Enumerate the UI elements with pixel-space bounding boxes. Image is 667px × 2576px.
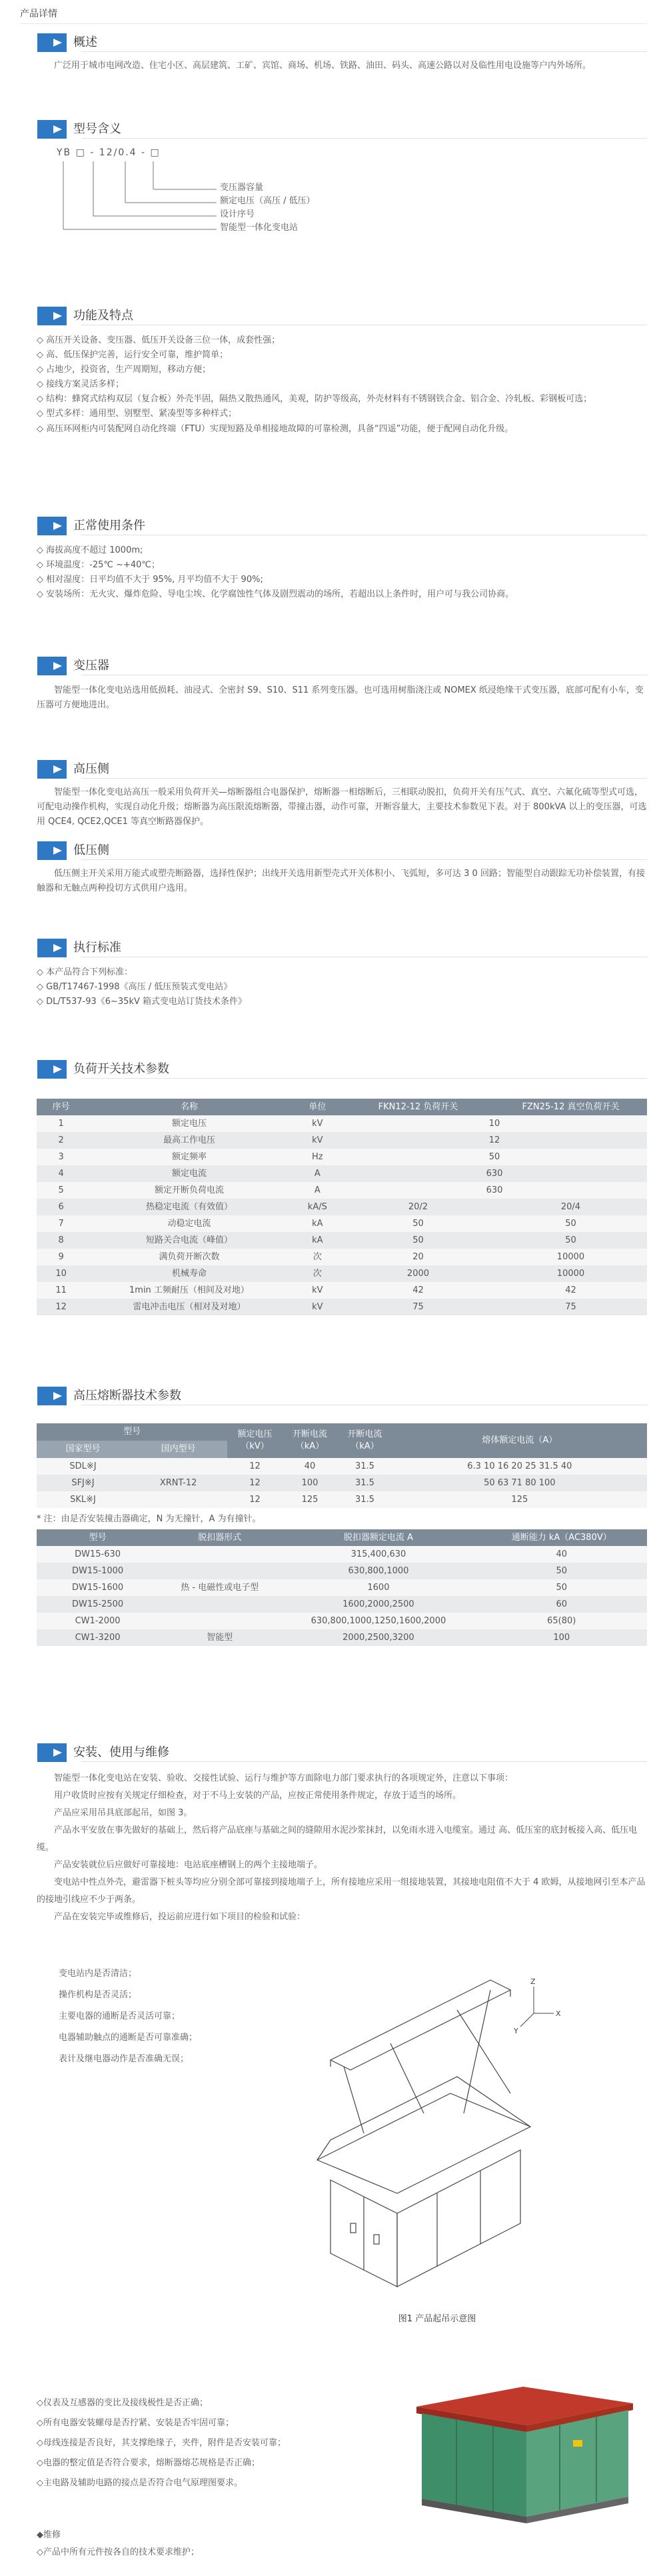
list-item: ◇ 高、低压保护完善，运行安全可靠，维护简单； (37, 350, 229, 361)
table-cell: 31.5 (337, 1458, 392, 1475)
table-row (37, 1299, 647, 1315)
table-cell: 1600 (281, 1579, 476, 1596)
paragraph: 变电站中性点外壳，避雷器下桩头等均应分别全部可靠接到接地端子上，所有接地应采用一组接地装置，其接地电阻值不大于 4 欧姆，从接地网引至本产品的接地引线应不少于两条。 (37, 1877, 646, 1905)
paragraph: 产品水平安放在事先做好的基础上，然后将产品底座与基础之间的缝隙用水泥沙浆抹封，以免雨水进入电缆室。通过 高、低压室的底封板接入高、低压电缆。 (37, 1825, 638, 1853)
table-cell: Hz (293, 1149, 342, 1165)
list-item: ◇ 高压开关设备、变压器、低压开关设备三位一体，成套性强； (37, 335, 281, 345)
table-cell (129, 1491, 227, 1508)
table-cell: 2 (37, 1132, 85, 1149)
table-cell: 12 (342, 1132, 647, 1149)
features-list (37, 333, 647, 437)
table-cell: 热稳定电流（有效值） (85, 1199, 293, 1215)
section-title: 概述 (67, 33, 109, 52)
table-row (37, 1232, 647, 1249)
table-cell: kA (293, 1232, 342, 1249)
table-cell: kV (293, 1115, 342, 1132)
table-cell: 630 (342, 1165, 647, 1182)
table-cell: 智能型 (159, 1629, 281, 1646)
product-photo (403, 2387, 643, 2523)
table-cell: 630 (342, 1182, 647, 1199)
table-row (37, 1458, 647, 1475)
section-standards-header (20, 939, 647, 957)
table-cell: CW1-2000 (37, 1613, 159, 1629)
table-cell: 热 - 电磁性或电子型 (159, 1579, 281, 1596)
section-title: 功能及特点 (67, 307, 145, 325)
paragraph: 产品在安装完毕或维修后，投运前应进行如下项目的检验和试验： (54, 1912, 306, 1922)
check-list-2 (37, 2393, 390, 2493)
table-cell: 75 (494, 1299, 647, 1315)
lv-text: 低压侧主开关采用万能式或塑壳断路器，选择性保护；出线开关选用新型壳式开关体积小、飞弧短，多可达 3 0 回路；智能型自动跟踪无功补偿装置，有接触器和无触点两种投切方式供用户选用。 (37, 869, 645, 894)
table-cell: 630,800,1000 (281, 1563, 476, 1579)
table-cell: 7 (37, 1215, 85, 1232)
load-switch-table (37, 1099, 647, 1315)
fuse-table (37, 1423, 647, 1508)
table-row (37, 1546, 647, 1563)
paragraph: 产品应采用吊具底部起吊，如图 3。 (54, 1808, 193, 1818)
model-label-serial: 设计序号 (220, 209, 255, 219)
table-cell: DW15-2500 (37, 1596, 159, 1613)
section-model-header (20, 120, 647, 139)
col-header: 熔体额定电流（A） (392, 1423, 647, 1458)
breaker-table (37, 1529, 647, 1646)
list-item: ◇ 本产品符合下列标准： (37, 967, 133, 977)
table-cell: 40 (283, 1458, 337, 1475)
table-row (37, 1115, 647, 1132)
table-row (37, 1249, 647, 1265)
table-row (37, 1563, 647, 1579)
section-install-header (20, 1743, 647, 1762)
table-cell: SKL※J (37, 1491, 129, 1508)
list-item: ◇ 占地少，投资省，生产周期短，移动方便； (37, 365, 211, 375)
table-cell: 次 (293, 1265, 342, 1282)
table-cell: 9 (37, 1249, 85, 1265)
col-header: 国内型号 (129, 1441, 227, 1458)
col-header: 开断电流（kA） (283, 1423, 337, 1458)
table-cell: 最高工作电压 (85, 1132, 293, 1149)
section-transformer-header (20, 657, 647, 675)
table-cell: 50 (342, 1149, 647, 1165)
transformer-text: 智能型一体化变电站选用低损耗、油浸式、全密封 S9、S10、S11 系列变压器。也可选用树脂浇注或 NOMEX 纸浸绝缘干式变压器，底部可配有小车，变压器可方便地进出。 (37, 685, 644, 711)
table-cell: kV (293, 1299, 342, 1315)
table-cell: kA/S (293, 1199, 342, 1215)
overview-text: 广泛用于城市电网改造、住宅小区、高层建筑、工矿、宾馆、商场、机场、铁路、油田、码头、高速公路以对及临性用电设施等户内外场所。 (54, 61, 592, 71)
table-row (37, 1165, 647, 1182)
table-cell: kA (293, 1215, 342, 1232)
load-switch-table-wrap (37, 1099, 647, 1315)
table-cell: 2000,2500,3200 (281, 1629, 476, 1646)
list-item: ◇母线连接是否良好，其支撑绝缘子，夹件，附件是否安装可靠； (37, 2438, 286, 2448)
section-title: 型号含义 (67, 120, 133, 139)
section-fuse-header (20, 1387, 647, 1405)
list-item: ◇所有电器安装螺母是否拧紧、安装是否牢固可靠； (37, 2418, 234, 2428)
table-cell: 315,400,630 (281, 1546, 476, 1563)
table-cell: 125 (283, 1491, 337, 1508)
table-cell: SDL※J (37, 1458, 129, 1475)
section-title: 变压器 (67, 657, 121, 675)
table-cell: 50 63 71 80 100 (392, 1475, 647, 1491)
axis-z-label: Z (530, 1977, 536, 1986)
list-item: ◇ 安装场所：无火灾、爆炸危险、导电尘埃、化学腐蚀性气体及剧烈震动的场所，若超出以上条件时，用户可与我公司协商。 (37, 589, 514, 600)
table-cell: 12 (227, 1458, 282, 1475)
fuse-table-wrap (37, 1423, 647, 1646)
table-row (37, 1199, 647, 1215)
axis-y-label: Y (514, 2027, 518, 2035)
section-title: 高压侧 (67, 760, 121, 779)
list-item: ◇ DL/T537-93《6~35kV 箱式变电站订货技术条件》 (37, 997, 247, 1007)
col-header: 型号 (37, 1423, 227, 1441)
col-header: FZN25-12 真空负荷开关 (494, 1099, 647, 1115)
table-cell: 动稳定电流 (85, 1215, 293, 1232)
table-cell: 11 (37, 1282, 85, 1299)
col-header: 国家型号 (37, 1441, 129, 1458)
list-item: ◇ 高压环网柜内可装配网自动化终端（FTU）实现短路及单相接地故障的可靠检测，具备“四遥”功能，便于配网自动化升级。 (37, 423, 514, 434)
table-cell: 50 (342, 1215, 494, 1232)
table-row (37, 1475, 647, 1491)
table-cell: DW15-630 (37, 1546, 159, 1563)
table-cell: A (293, 1165, 342, 1182)
table-row (37, 1182, 647, 1199)
table-cell: 50 (494, 1232, 647, 1249)
list-item: ◇电器的整定值是否符合要求，熔断器熔芯规格是否正确； (37, 2458, 260, 2468)
model-label-type: 智能型一体化变电站 (220, 223, 299, 233)
table-cell (159, 1596, 281, 1613)
list-item: 表计及继电器动作是否准确无误； (59, 2054, 189, 2064)
table-cell: 12 (227, 1475, 282, 1491)
table-cell: 100 (476, 1629, 647, 1646)
table-cell: 1 (37, 1115, 85, 1132)
col-header: 脱扣器额定电流 A (281, 1529, 476, 1546)
table-cell: 10000 (494, 1249, 647, 1265)
table-cell: 20/2 (342, 1199, 494, 1215)
axis-x-label: X (556, 2009, 561, 2018)
table-row (37, 1629, 647, 1646)
maintenance-text: ◇产品中所有元件按各自的技术要求维护； (37, 2547, 199, 2557)
table-cell: SFJ※J (37, 1475, 129, 1491)
table-cell: 10 (342, 1115, 647, 1132)
section-title: 正常使用条件 (67, 517, 157, 535)
list-item: 主要电器的通断是否灵活可靠； (59, 2011, 181, 2021)
table-cell (159, 1613, 281, 1629)
list-item: ◇主电路及辅助电路的接点是否符合电气原理图要求。 (37, 2478, 243, 2488)
lifting-diagram-drawing (291, 1960, 584, 2293)
table-cell: 75 (342, 1299, 494, 1315)
model-diagram (57, 145, 647, 272)
col-header: 名称 (85, 1099, 293, 1115)
table-cell: 满负荷开断次数 (85, 1249, 293, 1265)
table-cell (159, 1546, 281, 1563)
table-cell: kV (293, 1132, 342, 1149)
table-row (37, 1265, 647, 1282)
table-cell (159, 1563, 281, 1579)
table-cell: 额定电流 (85, 1165, 293, 1182)
table-cell: 12 (227, 1491, 282, 1508)
model-label-capacity: 变压器容量 (220, 183, 264, 193)
table-cell: 12 (37, 1299, 85, 1315)
paragraph: 智能型一体化变电站在安装、验收、交接性试验、运行与维护等方面除电力部门要求执行的各项规定外，注意以下事项： (54, 1773, 514, 1783)
col-header: 额定电压（kV） (227, 1423, 282, 1458)
table-cell: 2000 (342, 1265, 494, 1282)
table-cell: 40 (476, 1546, 647, 1563)
table-cell: 42 (342, 1282, 494, 1299)
section-load-switch-header (20, 1060, 647, 1079)
col-header: 序号 (37, 1099, 85, 1115)
fuse-note: * 注：由是否安装撞击器确定，N 为无撞针，A 为有撞针。 (37, 1514, 261, 1524)
hv-text: 智能型一体化变电站高压一般采用负荷开关—熔断器组合电器保护，熔断器一相熔断后，三相联动脱扣，负荷开关有压气式、真空、六氟化硫等型式可选，可配电动操作机构，实现自动化升级；熔断器为高压限流熔断器，带撞击器，动作可靠，开断容量大，主要技术参数见下表。对于 800kVA 以上的变压器，可选用 QCE4, QCE2,QCE1 等真空断路器保护。 (37, 787, 647, 827)
list-item: 电器辅助触点的通断是否可靠准确； (59, 2033, 198, 2043)
section-conditions-header (20, 517, 647, 535)
table-cell (129, 1458, 227, 1475)
list-item: ◇ 海拔高度不超过 1000m; (37, 545, 143, 555)
table-cell: A (293, 1182, 342, 1199)
table-cell: CW1-3200 (37, 1629, 159, 1646)
conditions-list (37, 543, 647, 602)
section-title: 负荷开关技术参数 (67, 1060, 181, 1079)
table-cell: 20/4 (494, 1199, 647, 1215)
table-cell: 100 (283, 1475, 337, 1491)
table-cell: 8 (37, 1232, 85, 1249)
paragraph: 用户收货时应按有关规定仔细检查，对于不马上安装的产品，应按正常使用条件规定，存放于适当的场所。 (54, 1791, 462, 1801)
list-item: ◇ GB/T17467-1998《高压 / 低压预装式变电站》 (37, 982, 233, 993)
table-cell: 125 (392, 1491, 647, 1508)
maintenance-title: ◆维修 (37, 2530, 61, 2540)
section-hv-header (20, 760, 647, 779)
col-header: 型号 (37, 1529, 159, 1546)
table-cell: 3 (37, 1149, 85, 1165)
table-row (37, 1613, 647, 1629)
diagram-caption: 图1 产品起吊示意图 (398, 2314, 476, 2325)
table-row (37, 1149, 647, 1165)
list-item: ◇ 结构：蜂窝式结构双层（复合板）外壳半固，隔热又散热通风，美观，防护等级高，外壳材料有不锈钢铁合金、铝合金、冷轧板、彩钢板可选； (37, 394, 592, 405)
page-title: 产品详情 (20, 0, 647, 24)
list-item: 变电站内是否清洁； (59, 1969, 137, 1979)
col-header: FKN12-12 负荷开关 (342, 1099, 494, 1115)
table-cell: DW15-1600 (37, 1579, 159, 1596)
col-header: 通断能力 kA（AC380V） (476, 1529, 647, 1546)
table-cell: 次 (293, 1249, 342, 1265)
section-title: 执行标准 (67, 939, 133, 957)
table-row (37, 1132, 647, 1149)
col-header: 开断电流（kA） (337, 1423, 392, 1458)
list-item: ◇ 相对湿度：日平均值不大于 95%, 月平均值不大于 90%; (37, 575, 263, 585)
table-cell: 630,800,1000,1250,1600,2000 (281, 1613, 476, 1629)
table-row (37, 1491, 647, 1508)
table-cell: 额定频率 (85, 1149, 293, 1165)
table-cell: 31.5 (337, 1491, 392, 1508)
table-cell: 雷电冲击电压（相对及对地） (85, 1299, 293, 1315)
table-cell: 1600,2000,2500 (281, 1596, 476, 1613)
table-cell: 31.5 (337, 1475, 392, 1491)
table-cell: DW15-1000 (37, 1563, 159, 1579)
model-code: YB □ - 12/0.4 - □ (57, 147, 161, 158)
table-cell: 20 (342, 1249, 494, 1265)
list-item: 操作机构是否灵活； (59, 1990, 137, 2000)
table-row (37, 1579, 647, 1596)
table-cell: XRNT-12 (129, 1475, 227, 1491)
table-cell: 额定开断负荷电流 (85, 1182, 293, 1199)
table-cell: 50 (342, 1232, 494, 1249)
table-cell: 50 (494, 1215, 647, 1232)
table-cell: 额定电压 (85, 1115, 293, 1132)
table-cell: 短路关合电流（峰值） (85, 1232, 293, 1249)
paragraph: 产品安装就位后应做好可靠接地：电站底座槽钢上的两个主接地端子。 (54, 1860, 323, 1870)
table-cell: 50 (476, 1563, 647, 1579)
table-row (37, 1282, 647, 1299)
section-overview-header (20, 33, 647, 52)
list-item: ◇仪表及互感器的变比及接线极性是否正确； (37, 2398, 208, 2408)
list-item: ◇ 接线方案灵活多样； (37, 379, 125, 390)
table-cell: 6.3 10 16 20 25 31.5 40 (392, 1458, 647, 1475)
check-list (59, 1963, 285, 2070)
list-item: ◇ 型式多样：通用型、别墅型、紧凑型等多种样式； (37, 409, 237, 419)
list-item: ◇ 环境温度：-25℃ ~+40℃； (37, 560, 161, 571)
section-title: 安装、使用与维修 (67, 1743, 181, 1762)
table-cell: kV (293, 1282, 342, 1299)
substation-illustration (403, 2387, 643, 2523)
maintenance (37, 2527, 647, 2561)
table-cell: 60 (476, 1596, 647, 1613)
table-row (37, 1215, 647, 1232)
table-cell: 6 (37, 1199, 85, 1215)
model-label-voltage: 额定电压（高压 / 低压） (220, 196, 315, 206)
table-cell: 50 (476, 1579, 647, 1596)
table-cell: 机械寿命 (85, 1265, 293, 1282)
table-cell: 1min 工频耐压（相间及对地） (85, 1282, 293, 1299)
section-title: 低压侧 (67, 841, 121, 860)
install-paras (37, 1770, 647, 1926)
table-row (37, 1596, 647, 1613)
col-header: 脱扣器形式 (159, 1529, 281, 1546)
standards-list (37, 965, 647, 1009)
table-cell: 10000 (494, 1265, 647, 1282)
section-lv-header (20, 841, 647, 860)
table-cell: 4 (37, 1165, 85, 1182)
table-cell: 5 (37, 1182, 85, 1199)
table-cell: 42 (494, 1282, 647, 1299)
table-cell: 10 (37, 1265, 85, 1282)
table-cell: 65(80) (476, 1613, 647, 1629)
lifting-diagram (291, 1960, 584, 2325)
section-title: 高压熔断器技术参数 (67, 1387, 193, 1405)
section-features-header (20, 307, 647, 325)
col-header: 单位 (293, 1099, 342, 1115)
